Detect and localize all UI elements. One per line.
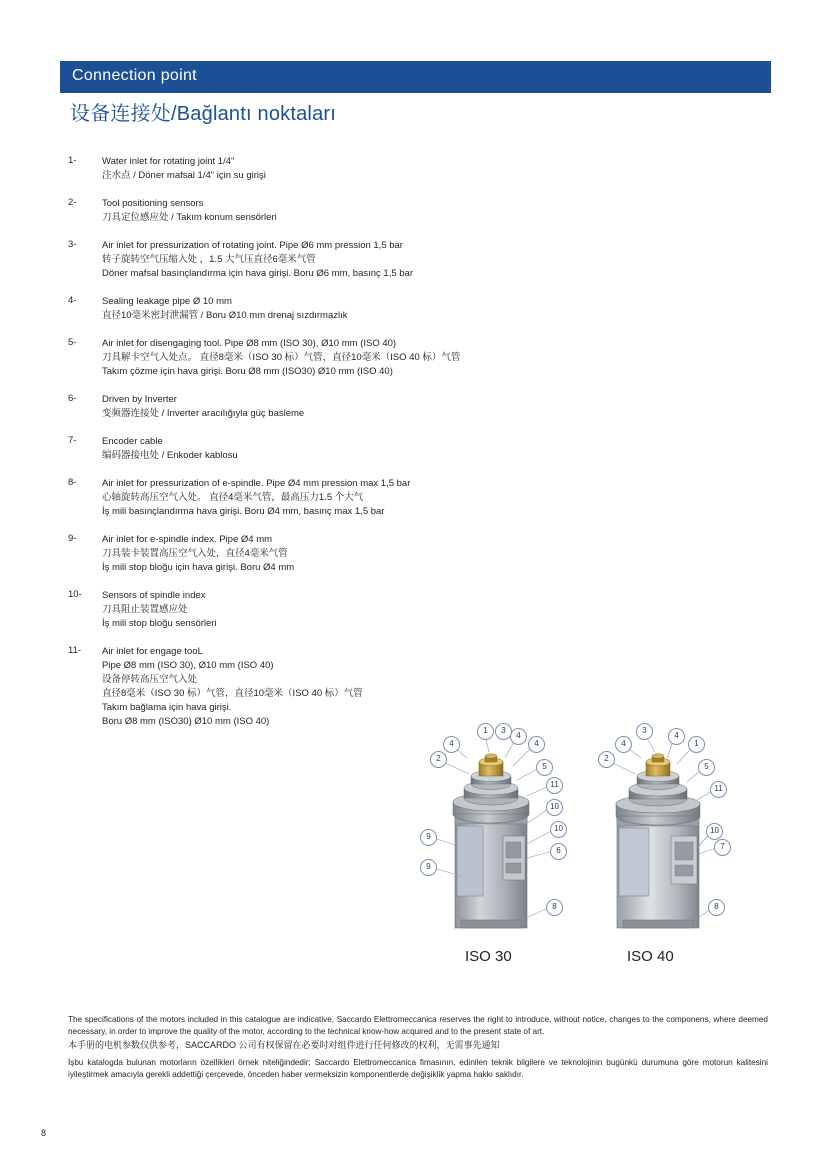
item-number: 7- — [68, 435, 77, 446]
item-line: Air inlet for engage tooL — [102, 646, 203, 657]
spindle-diagram — [405, 718, 775, 983]
item-line: 编码器接电处 / Enkoder kablosu — [102, 450, 238, 461]
item-line: 刀具阻止装置感应处 — [102, 604, 188, 615]
callout-marker: 2 — [430, 751, 447, 768]
callout-marker: 8 — [546, 899, 563, 916]
item-line: 刀具解卡空气入处点。 直径8毫米（ISO 30 标）气管，直径10毫米（ISO 40 标）气管 — [102, 352, 461, 363]
callout-marker: 1 — [477, 723, 494, 740]
item-line: 设备停转高压空气入处 — [102, 674, 198, 685]
callout-marker: 3 — [495, 723, 512, 740]
figure-caption-iso30: ISO 30 — [465, 948, 512, 965]
list-item — [68, 239, 768, 281]
item-text — [102, 435, 768, 463]
connection-point-list — [68, 155, 768, 743]
callout-marker: 4 — [510, 728, 527, 745]
callout-marker: 9 — [420, 859, 437, 876]
item-number: 5- — [68, 337, 77, 348]
list-item — [68, 645, 768, 729]
item-text — [102, 393, 768, 421]
item-line: 转子旋转空气压缩入处 ，1.5 大气压直径6毫米气管 — [102, 254, 316, 265]
item-line: 直径8毫米（ISO 30 标）气管，直径10毫米（ISO 40 标）气管 — [102, 688, 363, 699]
list-item — [68, 337, 768, 379]
item-line: Takım çözme için hava girişi. Boru Ø8 mm (ISO30) Ø10 mm (ISO 40) — [102, 366, 393, 377]
item-line: 变频器连接处 / Inverter aracılığıyla güç basleme — [102, 408, 305, 419]
item-number: 9- — [68, 533, 77, 544]
item-line: 刀具装卡装置高压空气入处，直径4毫米气管 — [102, 548, 288, 559]
callout-marker: 10 — [550, 821, 567, 838]
iso40-spindle — [616, 754, 700, 928]
section-header-bar — [60, 61, 771, 93]
item-text — [102, 239, 768, 281]
item-line: Takım bağlama için hava girişi. — [102, 702, 232, 713]
item-line: Air inlet for pressurization of e-spindle. Pipe Ø4 mm pression max 1,5 bar — [102, 478, 411, 489]
item-line: Encoder cable — [102, 436, 163, 447]
page-subtitle: 设备连接处/Bağlantı noktaları — [70, 103, 337, 125]
callout-marker: 5 — [698, 759, 715, 776]
callout-marker: 1 — [688, 736, 705, 753]
item-line: Sensors of spindle index — [102, 590, 206, 601]
figure-caption-iso40: ISO 40 — [627, 948, 674, 965]
callout-marker: 10 — [546, 799, 563, 816]
item-line: Boru Ø8 mm (ISO30) Ø10 mm (ISO 40) — [102, 716, 270, 727]
item-number: 10- — [68, 589, 82, 600]
callout-marker: 2 — [598, 751, 615, 768]
list-item — [68, 533, 768, 575]
callout-marker: 4 — [615, 736, 632, 753]
item-line: Tool positioning sensors — [102, 198, 204, 209]
list-item — [68, 477, 768, 519]
item-line: İş mili stop bloğu sensörleri — [102, 618, 217, 629]
list-item — [68, 155, 768, 183]
callout-marker: 6 — [550, 843, 567, 860]
list-item — [68, 393, 768, 421]
callout-marker: 3 — [636, 723, 653, 740]
page-title: Connection point — [72, 67, 197, 84]
item-line: Sealing leakage pipe Ø 10 mm — [102, 296, 232, 307]
disclaimer — [68, 1014, 768, 1082]
item-number: 6- — [68, 393, 77, 404]
list-item — [68, 295, 768, 323]
item-line: 刀具定位感应处 / Takım konum sensörleri — [102, 212, 277, 223]
callout-marker: 5 — [536, 759, 553, 776]
item-line: İş mili basınçlandırma hava girişi. Boru Ø4 mm, basınç max 1,5 bar — [102, 506, 385, 517]
callout-marker: 7 — [714, 839, 731, 856]
item-text — [102, 589, 768, 631]
list-item — [68, 197, 768, 225]
item-text — [102, 295, 768, 323]
item-line: 注水点 / Döner mafsal 1/4" için su girişi — [102, 170, 266, 181]
callout-marker: 10 — [706, 823, 723, 840]
item-number: 8- — [68, 477, 77, 488]
item-line: İş mili stop bloğu için hava girişi. Boru Ø4 mm — [102, 562, 295, 573]
item-line: Water inlet for rotating joint 1/4" — [102, 156, 235, 167]
item-text — [102, 337, 768, 379]
item-text — [102, 477, 768, 519]
item-text — [102, 197, 768, 225]
disclaimer-en: The specifications of the motors included in this catalogue are indicative, Saccardo Elettromeccanica reserves the right to introduce, without notice, changes to the componens, where deemed necessary, in order to improve the quality of the motor, according to the technical know-how acquired and to the present state of art. — [68, 1015, 768, 1036]
page-number: 8 — [41, 1128, 47, 1138]
item-line: Air inlet for pressurization of rotating joint. Pipe Ø6 mm pression 1,5 bar — [102, 240, 403, 251]
list-item — [68, 435, 768, 463]
item-line: Pipe Ø8 mm (ISO 30), Ø10 mm (ISO 40) — [102, 660, 274, 671]
item-line: Air inlet for disengaging tool. Pipe Ø8 mm (ISO 30), Ø10 mm (ISO 40) — [102, 338, 397, 349]
callout-marker: 11 — [546, 777, 563, 794]
item-number: 4- — [68, 295, 77, 306]
item-line: 直径10毫米密封泄漏管 / Boru Ø10 mm drenaj sızdırmazlık — [102, 310, 348, 321]
item-line: Driven by Inverter — [102, 394, 177, 405]
item-text — [102, 533, 768, 575]
callout-marker: 4 — [668, 728, 685, 745]
item-text — [102, 645, 768, 729]
item-text — [102, 155, 768, 183]
callout-marker: 11 — [710, 781, 727, 798]
item-number: 2- — [68, 197, 77, 208]
item-line: Air inlet for e-spindle index. Pipe Ø4 mm — [102, 534, 273, 545]
list-item — [68, 589, 768, 631]
callout-marker: 4 — [443, 736, 460, 753]
item-line: Döner mafsal basınçlandırma için hava girişi. Boru Ø6 mm, basınç 1,5 bar — [102, 268, 413, 279]
item-number: 11- — [68, 645, 82, 656]
item-line: 心轴旋转高压空气入处。 直径4毫米气管，最高压力1.5 个大气 — [102, 492, 364, 503]
callout-marker: 8 — [708, 899, 725, 916]
disclaimer-tr: İşbu katalogda bulunan motorların özellikleri örnek niteliğindedir; Saccardo Elettromeccanica fimasının, edinilen teknik bilgilere ve teknolojinin bugünkü durumuna göre motorun kalitesini iyileştirmek amacıyla gerekli addettiği çerçevede, önceden haber vermeksizin komponentlerde değişiklik yapma hakkı saklıdır. — [68, 1058, 768, 1079]
callout-marker: 9 — [420, 829, 437, 846]
disclaimer-cn: 本手册的电机参数仅供参考，SACCARDO 公司有权保留在必要时对组件进行任何修改的权利，无需事先通知 — [68, 1040, 500, 1050]
item-number: 3- — [68, 239, 77, 250]
callout-marker: 4 — [528, 736, 545, 753]
item-number: 1- — [68, 155, 77, 166]
